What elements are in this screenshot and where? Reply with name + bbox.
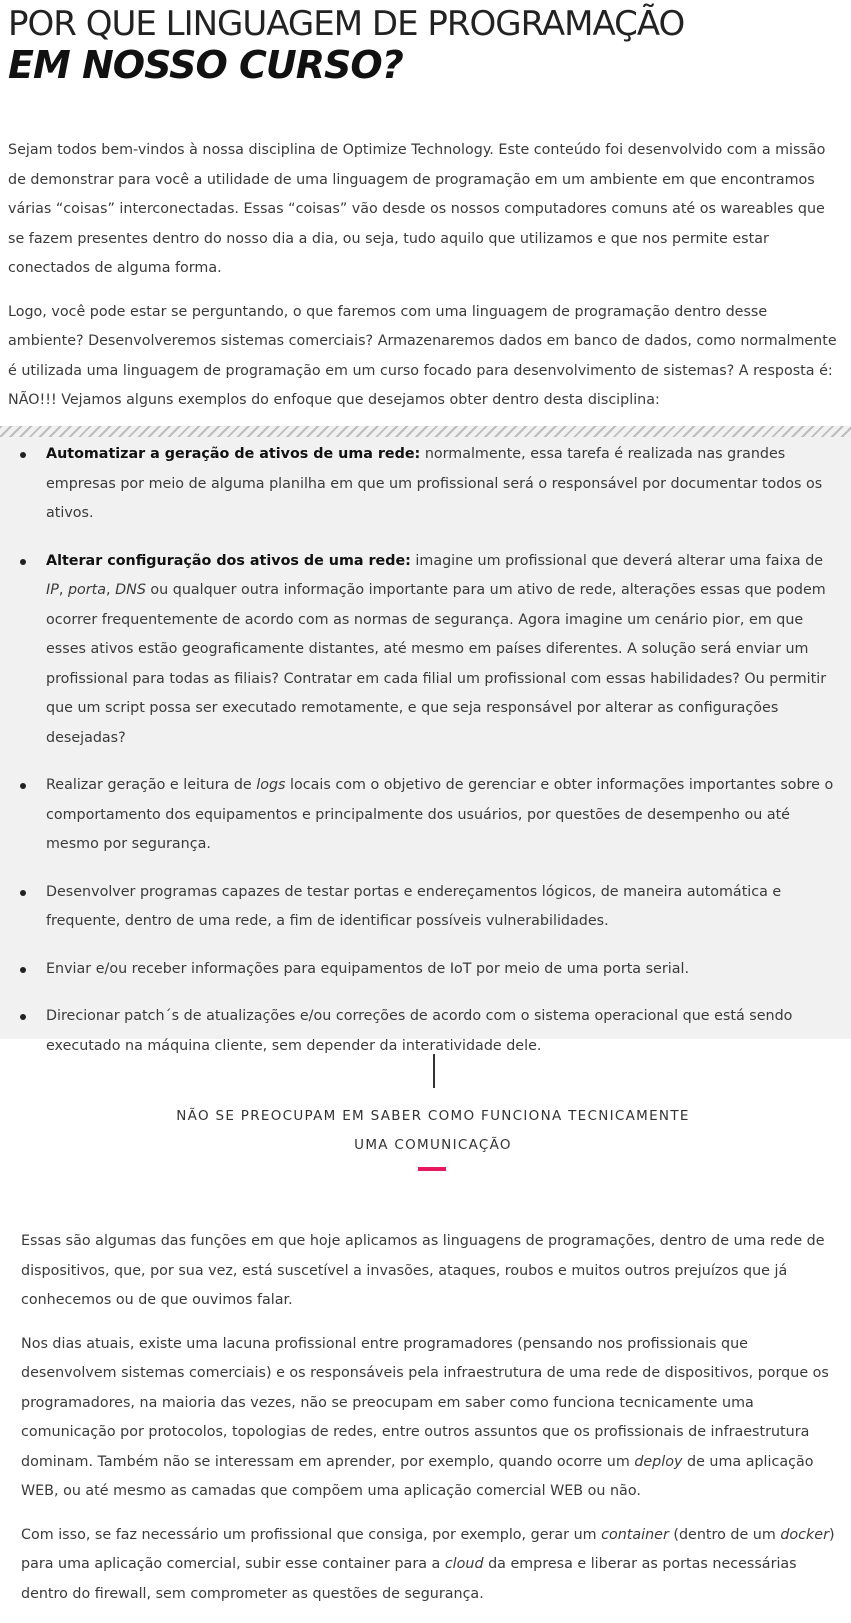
outro-paragraph-2 xyxy=(21,1330,846,1507)
term-porta: porta xyxy=(67,582,107,598)
separator-text: , xyxy=(58,582,68,598)
examples-callout xyxy=(0,426,851,1054)
pull-quote-line-1: NÃO SE PREOCUPAM EM SABER COMO FUNCIONA TECNICAMENTE xyxy=(176,1108,690,1124)
list-item xyxy=(20,547,844,754)
outro-section xyxy=(21,1227,846,1623)
pull-quote-line-2: UMA COMUNICAÇÃO xyxy=(354,1137,512,1153)
list-item-text: imagine um profissional que deverá alterar uma faixa de xyxy=(410,552,824,569)
intro-paragraph-1: Sejam todos bem-vindos à nossa disciplina de Optimize Technology. Este conteúdo foi desenvolvido com a missão de demonstrar para você a utilidade de uma linguagem de programação em um ambiente em que encontramos várias “coisas” interconectadas. Essas “coisas” vão desde os nossos computadores comuns até os wareables que se fazem presentes dentro do nosso dia a dia, ou seja, tudo aquilo que utilizamos e que nos permite estar conectados de alguma forma. xyxy=(8,142,826,276)
intro-paragraph-2: Logo, você pode estar se perguntando, o que faremos com uma linguagem de programação dentro desse ambiente? Desenvolveremos sistemas comerciais? Armazenaremos dados em banco de dados, como normalmente é utilizada uma linguagem de programação em um curso focado para desenvolvimento de sistemas? A resposta é: NÃO!!! Vejamos alguns exemplos do enfoque que desejamos obter dentro desta disciplina: xyxy=(8,303,837,408)
term-logs: logs xyxy=(256,777,286,793)
paragraph-text: Nos dias atuais, existe uma lacuna profissional entre programadores (pensando nos profissionais que desenvolvem sistemas comerciais) e os responsáveis pela infraestrutura de uma rede de dispositivos, porque os programadores, na maioria das vezes, não se preocupam em saber como funciona tecnicamente uma comunicação por protocolos, topologias de redes, entre outros assuntos que os profissionais de infraestrutura dominam. Também não se interessam em aprender, por exemplo, quando ocorre um xyxy=(21,1335,829,1470)
term-container: container xyxy=(601,1526,669,1543)
paragraph-text: de uma aplicação WEB, ou até mesmo as camadas que compõem uma aplicação comercial WEB ou não. xyxy=(21,1453,814,1499)
list-item-text: Desenvolver programas capazes de testar portas e endereçamentos lógicos, de maneira automática e frequente, dentro de uma rede, a fim de identificar possíveis vulnerabilidades. xyxy=(46,883,782,929)
list-item xyxy=(20,771,844,860)
term-dns: DNS xyxy=(115,582,146,598)
term-deploy: deploy xyxy=(634,1453,683,1470)
list-item xyxy=(20,878,844,937)
bullet-icon xyxy=(20,967,26,973)
list-item-title: Automatizar a geração de ativos de uma rede: xyxy=(46,446,421,462)
pull-quote xyxy=(0,1102,851,1160)
list-item-text: locais com o objetivo de gerenciar e obter informações importantes sobre o comportamento dos equipamentos e principalmente dos usuários, por questões de desempenho ou até mesmo por segurança. xyxy=(46,777,834,852)
title-line-2: EM NOSSO CURSO? xyxy=(8,43,403,87)
list-item-text: ou qualquer outra informação importante para um ativo de rede, alterações essas que podem ocorrer frequentemente de acordo com as normas de segurança. Agora imagine um cenário pior, em que esses ativos estão geograficamente distantes, até mesmo em países diferentes. A solução será enviar um profissional para todas as filiais? Contratar em cada filial um profissional com essas habilidades? Ou permitir que um script possa ser executado remotamente, e que seja responsável por alterar as configurações desejadas? xyxy=(46,582,827,746)
term-cloud: cloud xyxy=(444,1556,484,1572)
term-ip: IP xyxy=(46,582,59,598)
intro-section xyxy=(0,86,851,416)
paragraph-text: ) para uma aplicação comercial, subir esse container para a xyxy=(21,1526,835,1572)
list-item xyxy=(20,440,844,529)
list-item xyxy=(20,955,844,985)
bullet-icon xyxy=(20,559,26,565)
term-docker: docker xyxy=(780,1526,829,1543)
bullet-icon xyxy=(20,890,26,896)
list-item-text: normalmente, essa tarefa é realizada nas grandes empresas por meio de alguma planilha em que um profissional será o responsável por documentar todos os ativos. xyxy=(46,446,823,521)
accent-bar xyxy=(418,1167,446,1171)
paragraph-text: da empresa e liberar as portas necessárias dentro do firewall, sem comprometer as questões de segurança. xyxy=(21,1556,797,1602)
outro-paragraph-3 xyxy=(21,1521,846,1610)
list-item-text: Realizar geração e leitura de xyxy=(46,777,257,793)
title-line-1: POR QUE LINGUAGEM DE PROGRAMAÇÃO xyxy=(8,4,685,44)
list-item-text: Enviar e/ou receber informações para equipamentos de IoT por meio de uma porta serial. xyxy=(46,960,689,977)
vertical-divider xyxy=(433,1054,435,1088)
hatched-divider xyxy=(0,426,851,437)
bullet-icon xyxy=(20,783,26,789)
list-item xyxy=(20,1002,844,1061)
bullet-icon xyxy=(20,1014,26,1020)
list-item-title: Alterar configuração dos ativos de uma rede: xyxy=(46,552,411,569)
outro-paragraph-1: Essas são algumas das funções em que hoje aplicamos as linguagens de programações, dentro de uma rede de dispositivos, que, por sua vez, está suscetível a invasões, ataques, roubos e muitos outros prejuízos que já conhecemos ou de que ouvimos falar. xyxy=(21,1233,825,1308)
paragraph-text: Com isso, se faz necessário um profissional que consiga, por exemplo, gerar um xyxy=(21,1526,602,1543)
bullet-icon xyxy=(20,452,26,458)
separator-text: , xyxy=(106,582,116,598)
paragraph-text: (dentro de um xyxy=(668,1526,781,1543)
list-item-text: Direcionar patch´s de atualizações e/ou correções de acordo com o sistema operacional que está sendo executado na máquina cliente, sem depender da interatividade dele. xyxy=(46,1008,793,1054)
page-title xyxy=(0,0,851,86)
examples-list xyxy=(20,440,844,1079)
